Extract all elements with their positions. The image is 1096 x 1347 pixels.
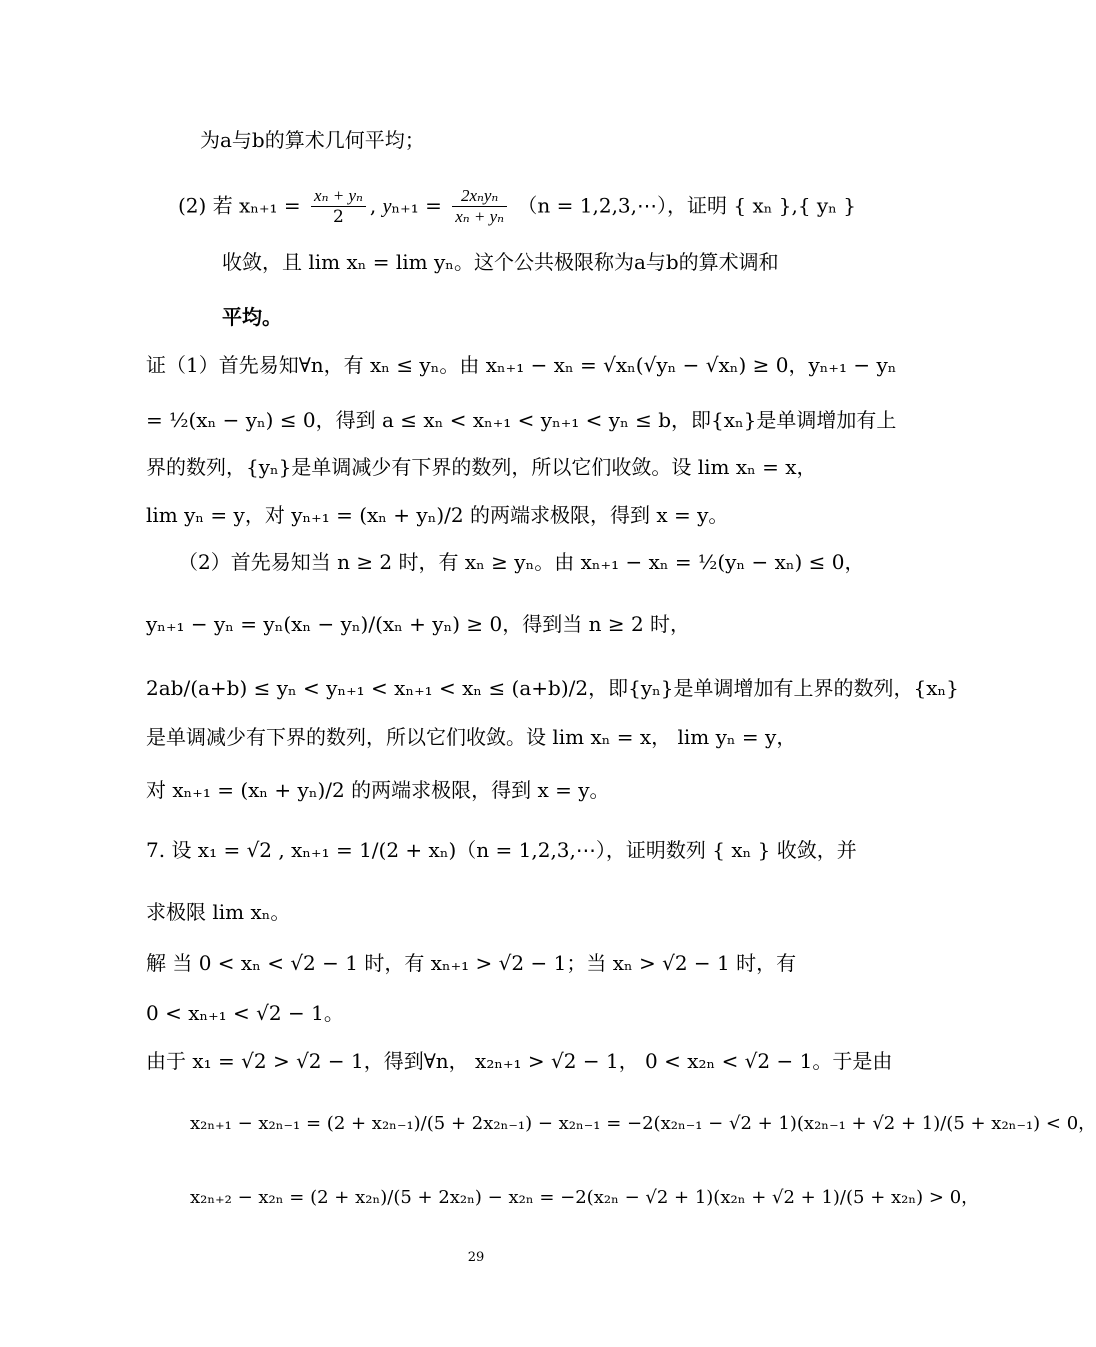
text-line-19: x₂ₙ₊₁ − x₂ₙ₋₁ = (2 + x₂ₙ₋₁)/(5 + 2x₂ₙ₋₁) − x₂ₙ₋₁ = −2(x₂ₙ₋₁ − √2 + 1)(x₂ₙ₋₁ + √2 + 1)/(5 + x₂ₙ₋₁) < 0，: [190, 1113, 1096, 1134]
text-line-5: 证（1）首先易知∀n，有 xₙ ≤ yₙ。由 xₙ₊₁ − xₙ = √xₙ(√yₙ − √xₙ) ≥ 0，yₙ₊₁ − yₙ: [146, 353, 897, 377]
text-line-13: 对 xₙ₊₁ = (xₙ + yₙ)/2 的两端求极限，得到 x = y。: [146, 778, 610, 802]
text-line-18: 由于 x₁ = √2 > √2 − 1，得到∀n， x₂ₙ₊₁ > √2 − 1， 0 < x₂ₙ < √2 − 1。于是由: [146, 1049, 893, 1073]
text-line-14: 7. 设 x₁ = √2 , xₙ₊₁ = 1/(2 + xₙ)（n = 1,2,3,⋯），证明数列 { xₙ } 收敛，并: [146, 838, 857, 862]
text-line-2: (2) 若 xₙ₊₁ = $\frac{\text{xₙ + yₙ}}{2}$ , yₙ₊₁ = $\frac{\text{2xₙyₙ}}{\text{xₙ + yₙ}}$ （n = 1,2,3,⋯），证明 { xₙ },{ yₙ }: [178, 186, 856, 228]
fraction: $\frac{\text{2xₙyₙ}}{\text{xₙ + yₙ}}$: [452, 186, 507, 228]
page-number: 29: [467, 1250, 485, 1265]
text-line-10: yₙ₊₁ − yₙ = yₙ(xₙ − yₙ)/(xₙ + yₙ) ≥ 0，得到当 n ≥ 2 时，: [146, 612, 691, 636]
text-line-11: 2ab/(a+b) ≤ yₙ < yₙ₊₁ < xₙ₊₁ < xₙ ≤ (a+b)/2，即{yₙ}是单调增加有上界的数列，{xₙ}: [146, 676, 959, 700]
text-fragment: (2) 若 x: [178, 193, 251, 218]
text-line-4: 平均。: [222, 305, 282, 329]
text-line-15: 求极限 lim xₙ。: [146, 900, 291, 924]
text-line-6: = ½(xₙ − yₙ) ≤ 0，得到 a ≤ xₙ < xₙ₊₁ < yₙ₊₁ < yₙ ≤ b，即{xₙ}是单调增加有上: [146, 408, 897, 432]
text-line-1: 为a与b的算术几何平均；: [200, 128, 425, 152]
fraction: $\frac{\text{xₙ + yₙ}}{2}$: [311, 186, 366, 228]
text-line-8: lim yₙ = y，对 yₙ₊₁ = (xₙ + yₙ)/2 的两端求极限，得到 x = y。: [146, 503, 729, 527]
text-fragment: =: [283, 193, 308, 218]
text-line-17: 0 < xₙ₊₁ < √2 − 1。: [146, 1001, 344, 1025]
text-line-12: 是单调减少有下界的数列，所以它们收敛。设 lim xₙ = x， lim yₙ = y，: [146, 725, 797, 749]
text-line-3: 收敛，且 lim xₙ = lim yₙ。这个公共极限称为a与b的算术调和: [222, 250, 779, 274]
text-line-7: 界的数列，{yₙ}是单调减少有下界的数列，所以它们收敛。设 lim xₙ = x，: [146, 455, 817, 479]
text-fragment: （n = 1,2,3,⋯），证明 { xₙ },{ yₙ }: [517, 193, 856, 218]
text-line-16: 解 当 0 < xₙ < √2 − 1 时，有 xₙ₊₁ > √2 − 1；当 xₙ > √2 − 1 时，有: [146, 951, 797, 975]
text-line-20: x₂ₙ₊₂ − x₂ₙ = (2 + x₂ₙ)/(5 + 2x₂ₙ) − x₂ₙ = −2(x₂ₙ − √2 + 1)(x₂ₙ + √2 + 1)/(5 + x₂ₙ) > 0，: [190, 1187, 980, 1208]
text-line-9: （2）首先易知当 n ≥ 2 时，有 xₙ ≥ yₙ。由 xₙ₊₁ − xₙ = ½(yₙ − xₙ) ≤ 0，: [178, 550, 865, 574]
